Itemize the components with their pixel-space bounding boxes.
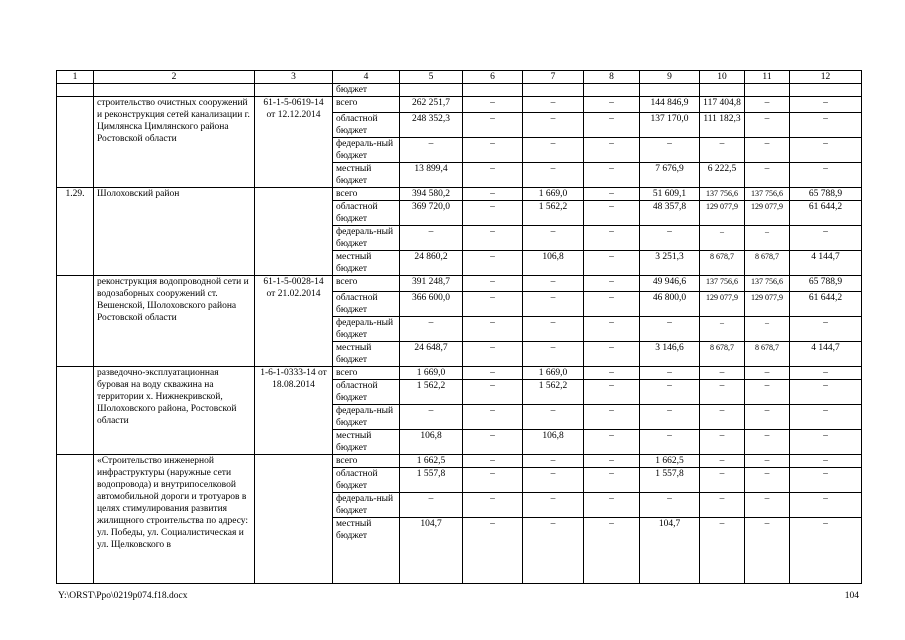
item-number-cell: 1.29. [57,188,94,276]
value-cell: – [584,493,640,518]
value-cell: 3 251,3 [640,251,700,276]
value-cell: – [745,430,790,455]
header-cell: 7 [523,71,584,84]
value-cell: – [700,493,745,518]
value-cell: – [745,367,790,380]
table-row [57,455,862,468]
budget-type-cell: местный бюджет [333,430,400,455]
value-cell: – [700,468,745,493]
value-cell: – [790,367,862,380]
value-cell: 8 678,7 [700,251,745,276]
document-code-cell: 1-6-1-0333-14 от 18.08.2014 [255,367,333,455]
value-cell: – [745,405,790,430]
header-cell: 8 [584,71,640,84]
value-cell: 104,7 [640,518,700,584]
value-cell: – [523,113,584,138]
value-cell: – [640,405,700,430]
value-cell: – [463,163,523,188]
value-cell: – [640,493,700,518]
value-cell: – [463,251,523,276]
value-cell: – [584,226,640,251]
value-cell: 8 678,7 [745,342,790,367]
value-cell: – [463,430,523,455]
budget-type-cell: местный бюджет [333,342,400,367]
value-cell: 1 557,8 [640,468,700,493]
value-cell: – [745,97,790,113]
value-cell: – [523,405,584,430]
value-cell: – [463,138,523,163]
budget-type-cell: областной бюджет [333,468,400,493]
table-row [57,276,862,292]
value-cell: – [640,430,700,455]
value-cell: – [640,317,700,342]
value-cell: – [745,518,790,584]
value-cell: – [745,317,790,342]
value-cell: – [584,518,640,584]
value-cell: – [463,292,523,317]
budget-type-cell: областной бюджет [333,113,400,138]
table-row [57,97,862,113]
header-cell: 4 [333,71,400,84]
value-cell: 394 580,2 [400,188,463,201]
value-cell: 7 676,9 [640,163,700,188]
value-cell: – [745,138,790,163]
value-cell: – [463,367,523,380]
value-cell: – [745,380,790,405]
value-cell: – [584,317,640,342]
value-cell: 1 562,2 [400,380,463,405]
value-cell: 366 600,0 [400,292,463,317]
value-cell: – [584,468,640,493]
value-cell: – [584,113,640,138]
document-code-cell: 61-1-5-0619-14 от 12.12.2014 [255,97,333,188]
value-cell: 129 077,9 [700,292,745,317]
value-cell: – [640,226,700,251]
value-cell: 106,8 [523,251,584,276]
value-cell: – [523,292,584,317]
value-cell: 4 144,7 [790,342,862,367]
value-cell: 1 669,0 [400,367,463,380]
value-cell: – [584,367,640,380]
value-cell: – [463,518,523,584]
value-cell: 1 557,8 [400,468,463,493]
value-cell: 391 248,7 [400,276,463,292]
value-cell: – [523,455,584,468]
budget-type-cell: всего [333,367,400,380]
value-cell: 106,8 [400,430,463,455]
value-cell: 1 562,2 [523,380,584,405]
value-cell: – [700,226,745,251]
budget-type-cell: всего [333,188,400,201]
budget-type-cell: бюджет [333,84,400,97]
item-number-cell [57,97,94,188]
value-cell: 4 144,7 [790,251,862,276]
header-cell: 10 [700,71,745,84]
value-cell: 248 352,3 [400,113,463,138]
value-cell: 49 946,6 [640,276,700,292]
value-cell: – [700,317,745,342]
object-name-cell: Шолоховский район [94,188,255,276]
value-cell: – [790,430,862,455]
budget-type-cell: местный бюджет [333,251,400,276]
budget-type-cell: областной бюджет [333,201,400,226]
value-cell: – [523,226,584,251]
item-number-cell [57,455,94,584]
budget-type-cell: всего [333,276,400,292]
value-cell: 144 846,9 [640,97,700,113]
document-code-cell [255,455,333,584]
value-cell: – [584,430,640,455]
budget-type-cell: местный бюджет [333,163,400,188]
value-cell: – [790,163,862,188]
value-cell: – [790,455,862,468]
header-cell: 5 [400,71,463,84]
value-cell: – [584,97,640,113]
value-cell: 1 562,2 [523,201,584,226]
value-cell: – [523,317,584,342]
value-cell: – [463,276,523,292]
value-cell: 24 648,7 [400,342,463,367]
value-cell: 13 899,4 [400,163,463,188]
value-cell: – [584,380,640,405]
value-cell: – [584,292,640,317]
value-cell: – [790,468,862,493]
value-cell: 65 788,9 [790,188,862,201]
object-name-cell: строительство очистных сооружений и реконструкция сетей канализации г. Цимлянска Цимлянского района Ростовской области [94,97,255,188]
value-cell: – [584,188,640,201]
value-cell: 51 609,1 [640,188,700,201]
value-cell: 3 146,6 [640,342,700,367]
table-row [57,188,862,201]
budget-type-cell: федераль-ный бюджет [333,493,400,518]
value-cell: – [700,430,745,455]
value-cell: – [523,342,584,367]
value-cell: – [523,163,584,188]
value-cell: – [700,455,745,468]
value-cell: – [745,226,790,251]
budget-table [56,70,862,584]
object-name-cell: реконструкция водопроводной сети и водозаборных сооружений ст. Вешенской, Шолоховского района Ростовской области [94,276,255,367]
value-cell: – [463,380,523,405]
budget-type-cell: местный бюджет [333,518,400,584]
header-cell: 11 [745,71,790,84]
value-cell: – [700,518,745,584]
value-cell: – [790,138,862,163]
value-cell: – [463,317,523,342]
value-cell: – [584,201,640,226]
value-cell: 369 720,0 [400,201,463,226]
value-cell: – [400,405,463,430]
value-cell: 1 662,5 [640,455,700,468]
value-cell: – [463,188,523,201]
value-cell: – [700,367,745,380]
value-cell: – [463,226,523,251]
value-cell: – [790,113,862,138]
value-cell: – [790,380,862,405]
value-cell: – [584,276,640,292]
budget-type-cell: всего [333,97,400,113]
value-cell: – [745,113,790,138]
value-cell: – [640,367,700,380]
header-cell: 12 [790,71,862,84]
value-cell: – [790,97,862,113]
value-cell: 129 077,9 [745,201,790,226]
value-cell: – [463,468,523,493]
object-name-cell: разведочно-эксплуатационная буровая на воду скважина на территории х. Нижнекривской, Шолоховского района, Ростовской области [94,367,255,455]
value-cell: – [463,405,523,430]
value-cell: 117 404,8 [700,97,745,113]
value-cell: 137 756,6 [700,276,745,292]
document-code-cell: 61-1-5-0028-14 от 21.02.2014 [255,276,333,367]
budget-type-cell: всего [333,455,400,468]
footer-page-number: 104 [844,591,859,601]
value-cell: – [745,468,790,493]
value-cell: – [700,138,745,163]
value-cell: – [790,405,862,430]
value-cell: 137 756,6 [745,276,790,292]
document-code-cell [255,188,333,276]
item-number-cell [57,276,94,367]
value-cell: – [745,493,790,518]
header-cell: 3 [255,71,333,84]
value-cell: – [584,163,640,188]
value-cell: – [584,455,640,468]
value-cell: – [523,518,584,584]
value-cell: – [700,405,745,430]
value-cell: – [523,493,584,518]
value-cell: 8 678,7 [700,342,745,367]
value-cell: – [790,493,862,518]
value-cell: – [463,113,523,138]
object-name-cell: «Строительство инженерной инфраструктуры (наружные сети водопровода) и внутрипоселковой автомобильной дороги и тротуаров в целях стимулирования развития жилищного строительства по адресу: ул. Победы, ул. Социалистическая и ул. Щелковского в [94,455,255,584]
value-cell: 262 251,7 [400,97,463,113]
table-body [57,71,862,584]
header-cell: 1 [57,71,94,84]
value-cell: 48 357,8 [640,201,700,226]
value-cell: 106,8 [523,430,584,455]
value-cell: 6 222,5 [700,163,745,188]
header-cell: 6 [463,71,523,84]
value-cell: 61 644,2 [790,292,862,317]
value-cell: – [640,380,700,405]
header-cell: 9 [640,71,700,84]
continuation-row [57,84,862,97]
value-cell: 137 756,6 [745,188,790,201]
value-cell: 1 662,5 [400,455,463,468]
value-cell: – [745,163,790,188]
header-cell: 2 [94,71,255,84]
budget-type-cell: федераль-ный бюджет [333,317,400,342]
budget-type-cell: федераль-ный бюджет [333,405,400,430]
value-cell: – [584,251,640,276]
value-cell: 8 678,7 [745,251,790,276]
value-cell: 46 800,0 [640,292,700,317]
budget-type-cell: федераль-ный бюджет [333,226,400,251]
value-cell: – [463,342,523,367]
value-cell: – [400,226,463,251]
value-cell: 1 669,0 [523,188,584,201]
item-number-cell [57,367,94,455]
value-cell: – [745,455,790,468]
budget-type-cell: областной бюджет [333,380,400,405]
value-cell: – [463,201,523,226]
value-cell: 24 860,2 [400,251,463,276]
value-cell: – [584,138,640,163]
budget-type-cell: областной бюджет [333,292,400,317]
value-cell: – [463,493,523,518]
value-cell: – [790,226,862,251]
value-cell: 137 756,6 [700,188,745,201]
value-cell: 137 170,0 [640,113,700,138]
value-cell: – [584,342,640,367]
value-cell: 129 077,9 [745,292,790,317]
value-cell: – [523,468,584,493]
value-cell: – [463,97,523,113]
value-cell: – [400,317,463,342]
value-cell: 129 077,9 [700,201,745,226]
value-cell: 1 669,0 [523,367,584,380]
header-row [57,71,862,84]
value-cell: – [584,405,640,430]
value-cell: – [400,138,463,163]
footer-file-path: Y:\ORST\Ppo\0219p074.f18.docx [58,591,188,601]
value-cell: 61 644,2 [790,201,862,226]
budget-type-cell: федераль-ный бюджет [333,138,400,163]
value-cell: – [523,138,584,163]
value-cell: 65 788,9 [790,276,862,292]
value-cell: 111 182,3 [700,113,745,138]
value-cell: – [523,97,584,113]
value-cell: – [790,317,862,342]
value-cell: – [400,493,463,518]
value-cell: – [640,138,700,163]
value-cell: – [790,518,862,584]
value-cell: – [523,276,584,292]
table-row [57,367,862,380]
value-cell: – [700,380,745,405]
value-cell: – [463,455,523,468]
value-cell: 104,7 [400,518,463,584]
